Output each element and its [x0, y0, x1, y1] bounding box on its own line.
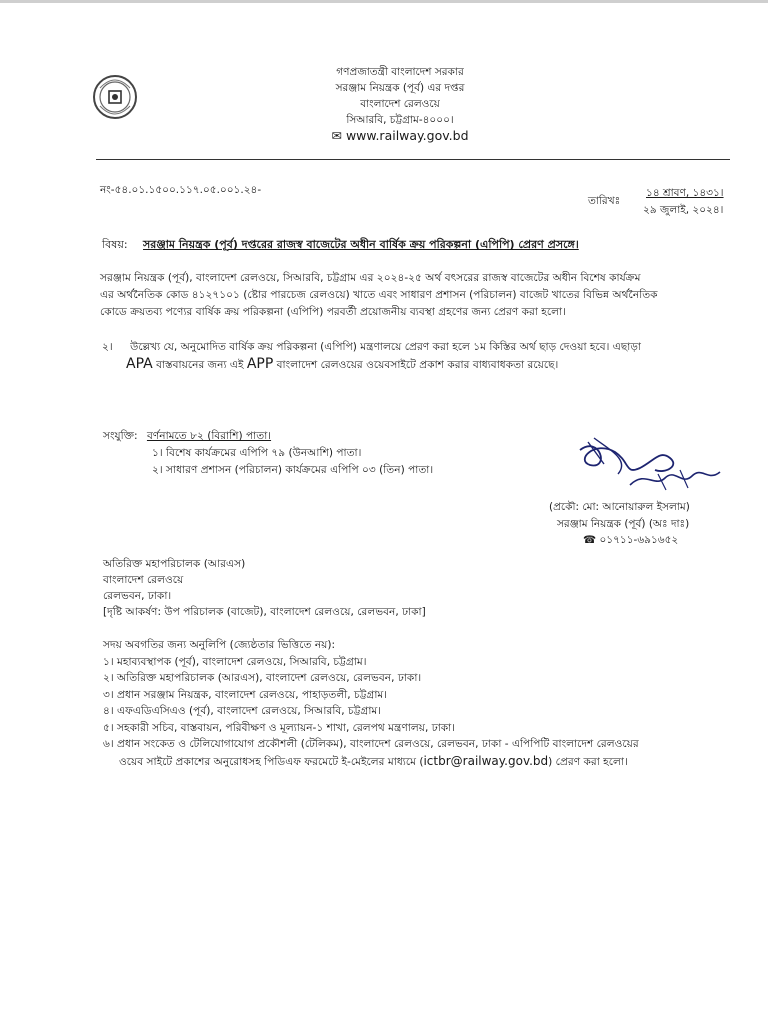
- letterhead-line-2: সরঞ্জাম নিয়ন্ত্রক (পূর্ব) এর দপ্তর: [335, 82, 465, 94]
- letterhead-line-4: সিআরবি, চট্টগ্রাম-৪০০০।: [346, 114, 454, 126]
- attachment-item: ২। সাধারণ প্রশাসন (পরিচালন) কার্যক্রমের এপিপি ০৩ (তিন) পাতা।: [152, 464, 434, 476]
- copy-item: ১। মহাব্যবস্থাপক (পূর্ব), বাংলাদেশ রেলওয়ে, সিআরবি, চট্টগ্রাম।: [103, 655, 367, 668]
- recipient-line-1: অতিরিক্ত মহাপরিচালক (আরএস): [103, 558, 246, 570]
- copy-item: ৪। এফএডিএসিএও (পূর্ব), বাংলাদেশ রেলওয়ে, সিআরবি, চট্টগ্রাম।: [103, 705, 382, 717]
- letterhead-line-1: গণপ্রজাতন্ত্রী বাংলাদেশ সরকার: [336, 66, 464, 78]
- attachments-label: সংযুক্তি:: [103, 430, 138, 442]
- recipient-line-2: বাংলাদেশ রেলওয়ে: [103, 574, 184, 586]
- date-bangla: ১৪ শ্রাবণ, ১৪৩১।: [646, 187, 724, 199]
- copy-item-6-text-a: ওয়েব সাইটে প্রকাশের অনুরোধসহ পিডিএফ ফরমেটে ই-মেইলের মাধ্যমে (: [119, 755, 424, 768]
- attachments-row: [103, 428, 271, 445]
- letterhead-line-3: বাংলাদেশ রেলওয়ে: [360, 98, 440, 110]
- letterhead: [250, 64, 550, 144]
- body-p1-line-1: সরঞ্জাম নিয়ন্ত্রক (পূর্ব), বাংলাদেশ রেলওয়ে, সিআরবি, চট্টগ্রাম এর ২০২৪-২৫ অর্থ বৎসরের রাজস্ব বাজেটের অধীন বিশেষ কার্যক্রম: [100, 272, 641, 284]
- memo-number: নং-৫৪.০১.১৫০০.১১৭.০৫.০০১.২৪-: [100, 184, 262, 196]
- mail-icon: ✉: [331, 128, 342, 143]
- recipient-line-3: রেলভবন, ঢাকা।: [103, 590, 172, 602]
- copies-label: সদয় অবগতির জন্য অনুলিপি (জ্যেষ্ঠতার ভিত্তিতে নয়):: [103, 639, 336, 651]
- copy-item: ৩। প্রধান সরঞ্জাম নিয়ন্ত্রক, বাংলাদেশ রেলওয়ে, পাহাড়তলী, চট্টগ্রাম।: [103, 688, 388, 701]
- copy-item: ২। অতিরিক্ত মহাপরিচালক (আরএস), বাংলাদেশ রেলওয়ে, রেলভবন, ঢাকা।: [103, 672, 422, 684]
- body-p2-mid-2: বাংলাদেশ রেলওয়ের ওয়েবসাইটে প্রকাশ করার বাধ্যবাধকতা রয়েছে।: [273, 359, 559, 371]
- scan-top-edge: [0, 0, 768, 3]
- header-divider: [96, 159, 730, 160]
- website-link[interactable]: www.railway.gov.bd: [345, 128, 469, 143]
- body-paragraph-1: [100, 270, 658, 321]
- government-seal-icon: [92, 66, 138, 128]
- body-paragraph-2: [102, 339, 641, 374]
- copy-item: ৫। সহকারী সচিব, বাস্তবায়ন, পরিবীক্ষণ ও মূল্যায়ন-১ শাখা, রেলপথ মন্ত্রণালয়, ঢাকা।: [103, 721, 456, 734]
- copy-item-6-line-2: [119, 753, 639, 771]
- app-acronym: APP: [246, 356, 274, 372]
- copies-block: [103, 637, 639, 770]
- signatory-name: (প্রকৌ: মো: আনোয়ারুল ইসলাম): [549, 501, 690, 513]
- recipient-line-4: [দৃষ্টি আকর্ষণ: উপ পরিচালক (বাজেট), বাংলাদেশ রেলওয়ে, রেলভবন, ঢাকা]: [103, 606, 426, 618]
- website-row: [250, 128, 550, 144]
- subject-label: বিষয়:: [102, 238, 128, 251]
- handwritten-signature: [570, 430, 730, 496]
- signatory-designation: সরঞ্জাম নিয়ন্ত্রক (পূর্ব) (অঃ দাঃ): [557, 518, 690, 530]
- attachment-item: ১। বিশেষ কার্যক্রমের এপিপি ৭৯ (উনআশি) পাতা।: [152, 447, 362, 459]
- signatory-phone: ০১৭১১-৬৯১৬৫২: [599, 534, 679, 546]
- copy-item-6-line-1: ৬। প্রধান সংকেত ও টেলিযোগাযোগ প্রকৌশলী (টেলিকম), বাংলাদেশ রেলওয়ে, রেলভবন, ঢাকা - এপিপিটি বাংলাদেশ রেলওয়ের: [103, 738, 639, 750]
- recipient-block: [103, 556, 426, 620]
- subject-row: [102, 236, 579, 255]
- apa-acronym: APA: [126, 356, 153, 372]
- body-p2-number: ২।: [102, 341, 113, 353]
- copy-item-6-text-b: ) প্রেরণ করা হলো।: [548, 755, 628, 768]
- body-p2-line-1: উল্লেখ্য যে, অনুমোদিত বার্ষিক ক্রয় পরিকল্পনা (এপিপি) মন্ত্রণালয়ে প্রেরণ করা হলে ১ম কিস্তির অর্থ ছাড় দেওয়া হবে। এছাড়া: [130, 341, 641, 353]
- body-p1-line-3: কোডে ক্রয়তব্য পণ্যের বার্ষিক ক্রয় পরিকল্পনা (এপিপি) পরবর্তী প্রয়োজনীয় ব্যবস্থা গ্রহণের জন্য প্রেরণ করা হলো।: [100, 306, 566, 318]
- date-english: ২৯ জুলাই, ২০২৪।: [643, 204, 724, 216]
- signatory-phone-row: [583, 533, 678, 550]
- attachments-summary: বর্ণনামতে ৮২ (বিরাশি) পাতা।: [146, 430, 272, 442]
- phone-icon: ☎: [583, 534, 597, 546]
- body-p2-mid-1: বাস্তবায়নের জন্য এই: [152, 359, 247, 371]
- body-p1-line-2: এর অর্থনৈতিক কোড ৪১২৭১০১ (ষ্টোর পারচেজ রেলওয়ে) খাতে এবং সাধারণ প্রশাসন (পরিচালন) বাজেট খাতের বিভিন্ন অর্থনৈতিক: [100, 289, 658, 301]
- subject-text: সরঞ্জাম নিয়ন্ত্রক (পূর্ব) দপ্তরের রাজস্ব বাজেটের অধীন বার্ষিক ক্রয় পরিকল্পনা (এপিপি) প্রেরণ প্রসঙ্গে।: [143, 238, 579, 251]
- ict-email-link[interactable]: ictbr@railway.gov.bd: [423, 753, 549, 768]
- date-label: তারিখঃ: [588, 195, 621, 207]
